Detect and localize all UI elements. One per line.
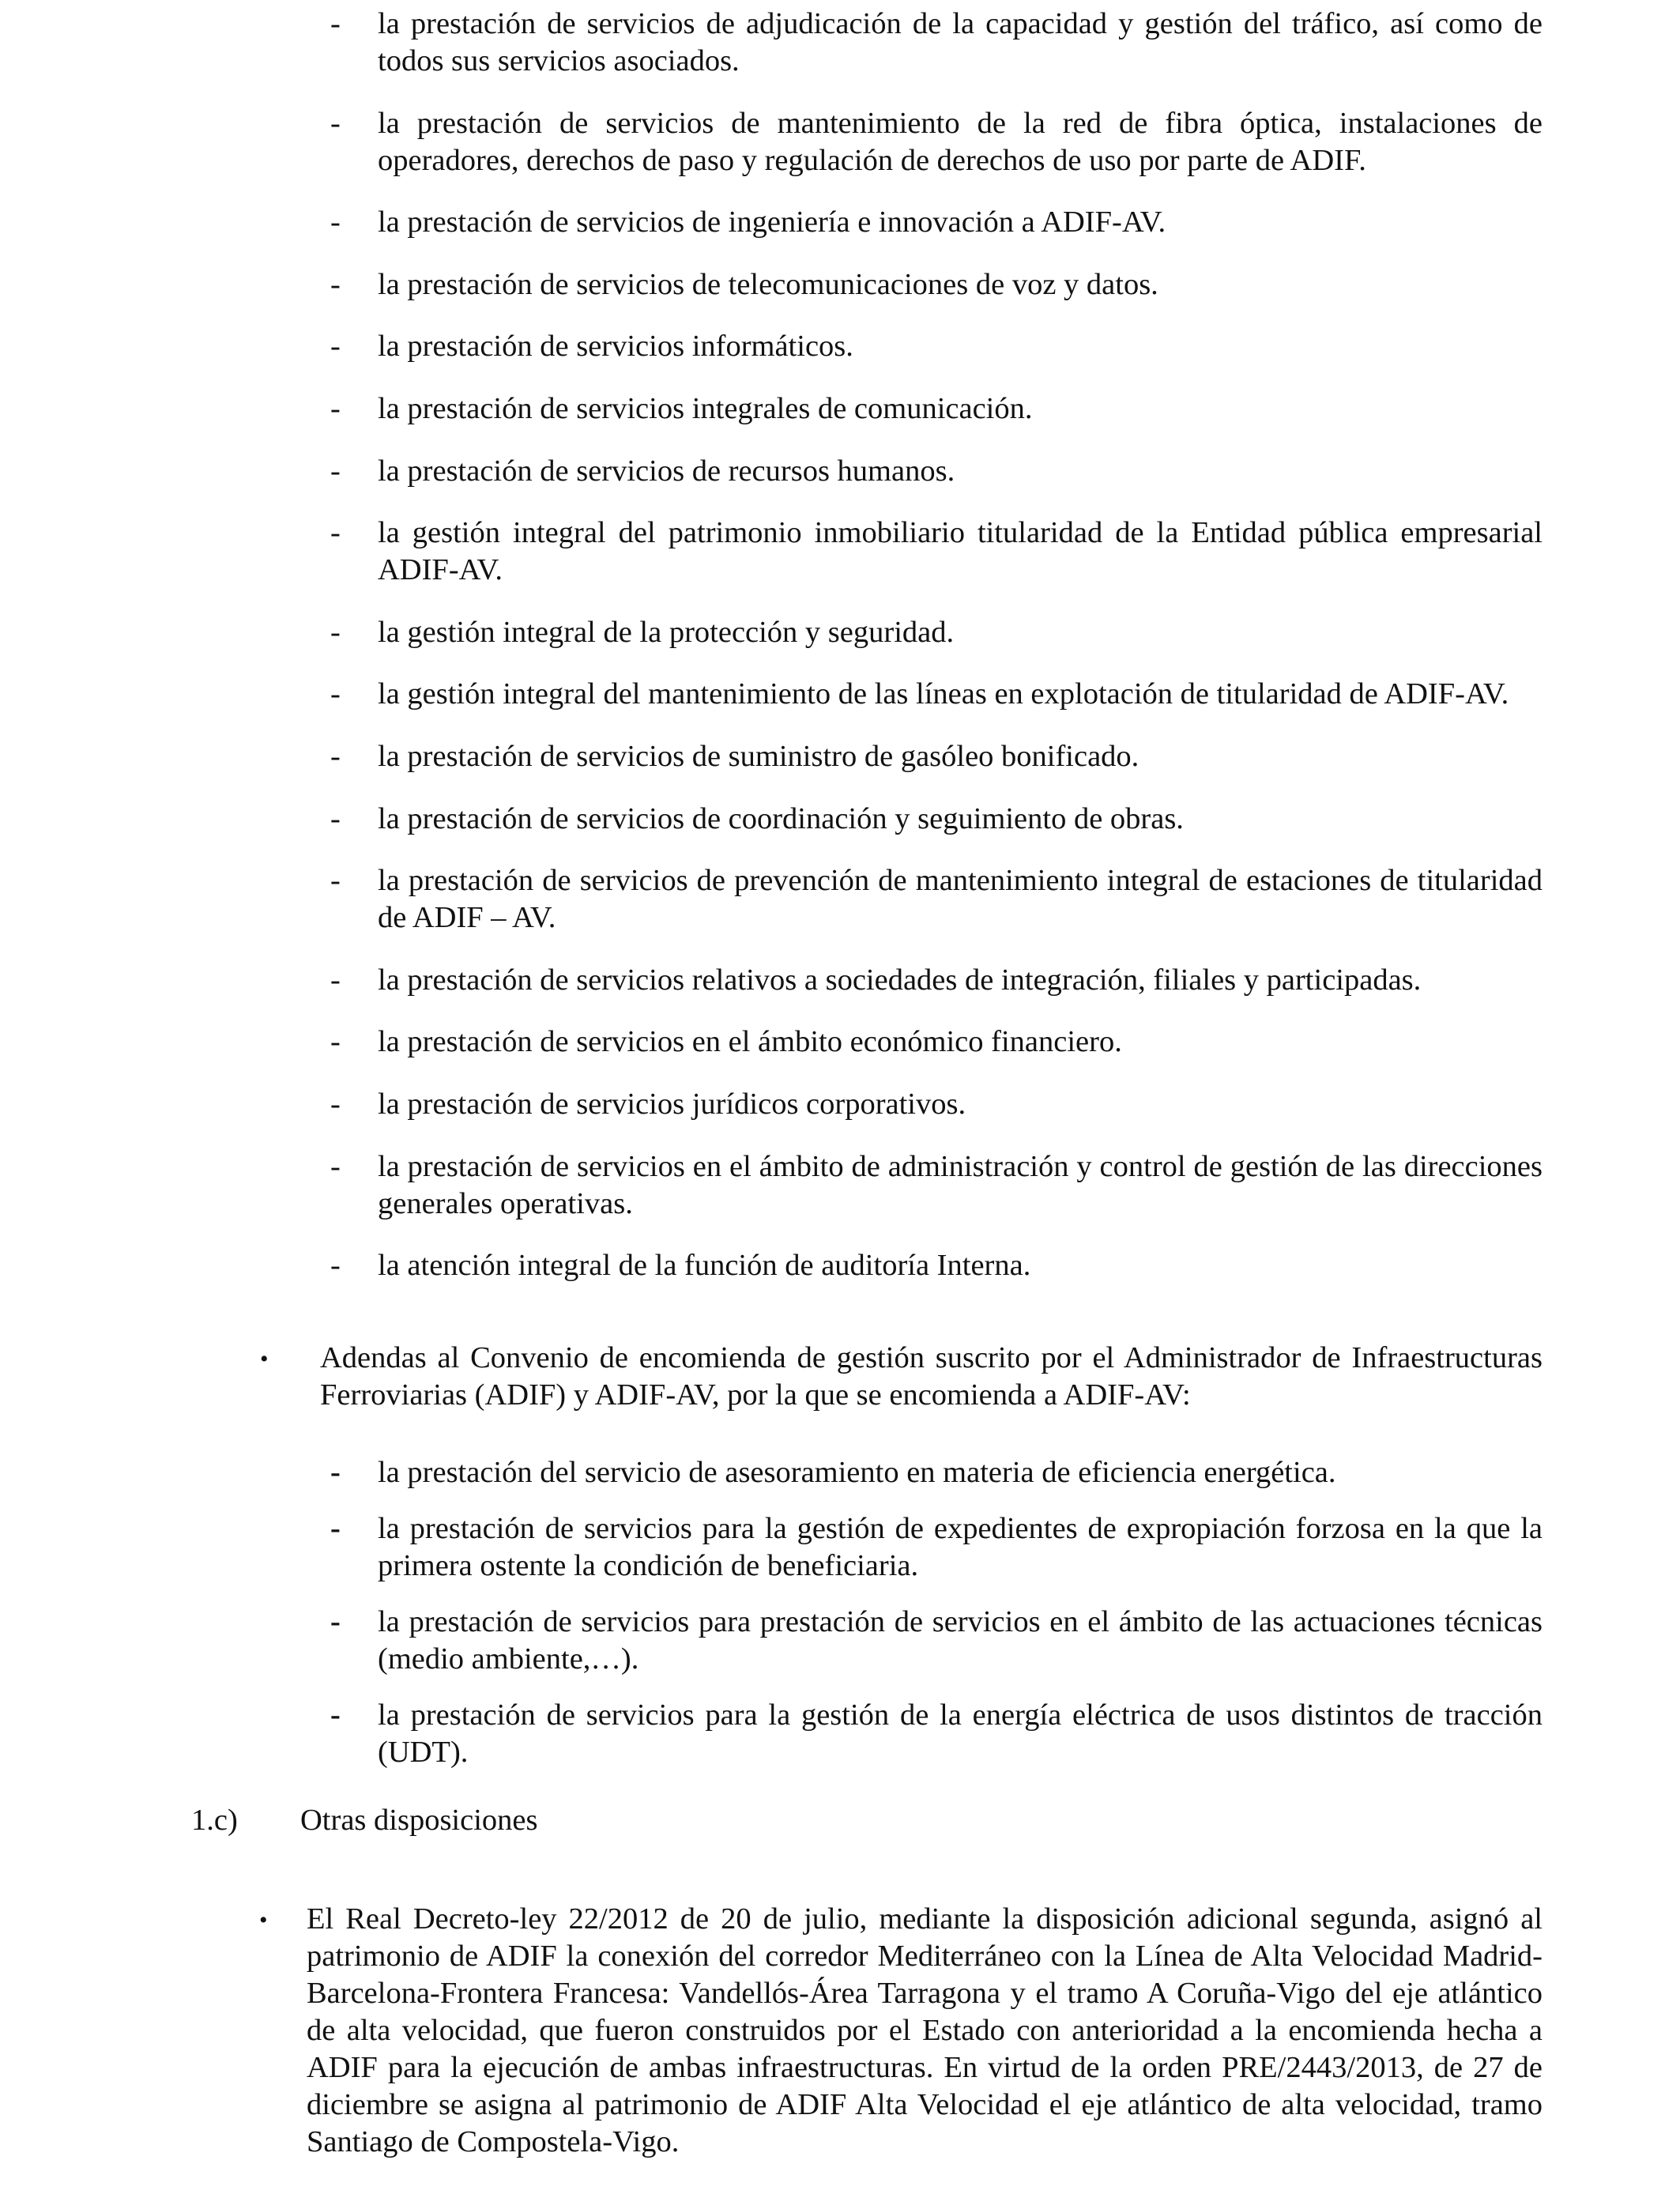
dash-marker: - [330,1698,341,1732]
dash-marker: - [330,1456,341,1489]
list-item [326,614,1543,651]
bullet-icon: • [259,1907,268,1933]
list-item-text: la prestación de servicios de mantenimiento de la red de fibra óptica, instalaciones de operadores, derechos de paso y regulación de derechos de uso por parte de ADIF. [378,106,1543,177]
dash-marker: - [330,1512,341,1545]
list-item-text: la prestación de servicios en el ámbito económico financiero. [378,1025,1122,1059]
adendas-service-list [326,1454,1543,1790]
list-item [326,738,1543,775]
list-item-text: la prestación de servicios de recursos humanos. [378,454,955,488]
adendas-text: Adendas al Convenio de encomienda de gestión suscrito por el Administrador de Infraestructuras Ferroviarias (ADIF) y ADIF-AV, por la que se encomienda a ADIF-AV: [320,1341,1543,1412]
list-item-text: la gestión integral del mantenimiento de las líneas en explotación de titularidad de ADIF-AV. [378,677,1509,711]
list-item [326,266,1543,303]
dash-marker: - [330,1025,341,1059]
list-item [326,515,1543,589]
list-item [326,328,1543,365]
list-item-text: la prestación de servicios para la gestión de expedientes de expropiación forzosa en la que la primera ostente la condición de beneficiaria. [378,1512,1543,1582]
dash-marker: - [330,330,341,364]
dash-marker: - [330,516,341,550]
section-title: Otras disposiciones [300,1804,538,1837]
list-item-text: la prestación de servicios de ingeniería e innovación a ADIF-AV. [378,205,1166,239]
list-item-text: la prestación de servicios de prevención de mantenimiento integral de estaciones de titularidad de ADIF – AV. [378,864,1543,935]
list-item [326,1697,1543,1771]
list-item [326,1454,1543,1491]
list-item [326,6,1543,80]
dash-marker: - [330,1087,341,1121]
list-item [326,1247,1543,1284]
list-item [326,390,1543,428]
real-decreto-paragraph [259,1901,1543,2161]
dash-marker: - [330,739,341,773]
list-item-text: la prestación de servicios informáticos. [378,330,853,364]
dash-marker: - [330,615,341,649]
dash-marker: - [330,454,341,488]
list-item-text: la prestación de servicios de coordinación y seguimiento de obras. [378,801,1184,835]
list-item-text: la atención integral de la función de auditoría Interna. [378,1249,1031,1283]
list-item-text: la prestación de servicios relativos a sociedades de integración, filiales y participadas. [378,963,1422,997]
section-number: 1.c) [191,1804,238,1837]
dash-marker: - [330,1149,341,1183]
list-item [326,1148,1543,1223]
real-decreto-text: El Real Decreto-ley 22/2012 de 20 de julio, mediante la disposición adicional segunda, asignó al patrimonio de ADIF la conexión del corredor Mediterráneo con la Línea de Alta Velocidad Madrid-Barcelona-Frontera Francesa: Vandellós-Área Tarragona y el tramo A Coruña-Vigo del eje atlántico de alta velocidad, que fueron construidos por el Estado con anterioridad a la encomienda hecha a ADIF para la ejecución de ambas infraestructuras. En virtud de la orden PRE/2443/2013, de 27 de diciembre se asigna al patrimonio de ADIF Alta Velocidad el eje atlántico de alta velocidad, tramo Santiago de Compostela-Vigo. [307,1902,1543,2158]
adendas-paragraph [260,1340,1543,1414]
dash-marker: - [330,267,341,301]
bullet-icon: • [260,1346,269,1372]
list-item-text: la gestión integral de la protección y seguridad. [378,615,955,649]
dash-marker: - [330,7,341,40]
dash-marker: - [330,1249,341,1283]
list-item [326,204,1543,241]
list-item [326,962,1543,999]
list-item [326,105,1543,179]
list-item-text: la prestación de servicios integrales de comunicación. [378,391,1033,425]
list-item-text: la prestación de servicios de suministro de gasóleo bonificado. [378,739,1139,773]
dash-marker: - [330,677,341,711]
list-item-text: la prestación de servicios de telecomunicaciones de voz y datos. [378,267,1158,301]
list-item-text: la prestación del servicio de asesoramiento en materia de eficiencia energética. [378,1456,1336,1489]
dash-marker: - [330,391,341,425]
dash-marker: - [330,864,341,898]
list-item-text: la prestación de servicios para la gestión de la energía eléctrica de usos distintos de tracción (UDT). [378,1698,1543,1769]
list-item [326,1086,1543,1123]
list-item-text: la gestión integral del patrimonio inmobiliario titularidad de la Entidad pública empresarial ADIF-AV. [378,516,1543,587]
list-item [326,801,1543,838]
list-item-text: la prestación de servicios para prestación de servicios en el ámbito de las actuaciones técnicas (medio ambiente,…). [378,1605,1543,1676]
list-item [326,1604,1543,1678]
list-item [326,862,1543,937]
dash-marker: - [330,1605,341,1638]
dash-marker: - [330,801,341,835]
list-item-text: la prestación de servicios de adjudicación de la capacidad y gestión del tráfico, así como de todos sus servicios asociados. [378,7,1543,77]
list-item [326,676,1543,713]
list-item [326,1510,1543,1585]
dash-marker: - [330,106,341,140]
section-heading [191,1802,537,1839]
list-item-text: la prestación de servicios en el ámbito de administración y control de gestión de las direcciones generales operativas. [378,1149,1543,1220]
list-item [326,453,1543,490]
dash-marker: - [330,205,341,239]
service-list-adif-av [326,6,1543,1310]
dash-marker: - [330,963,341,997]
list-item-text: la prestación de servicios jurídicos corporativos. [378,1087,966,1121]
list-item [326,1023,1543,1061]
